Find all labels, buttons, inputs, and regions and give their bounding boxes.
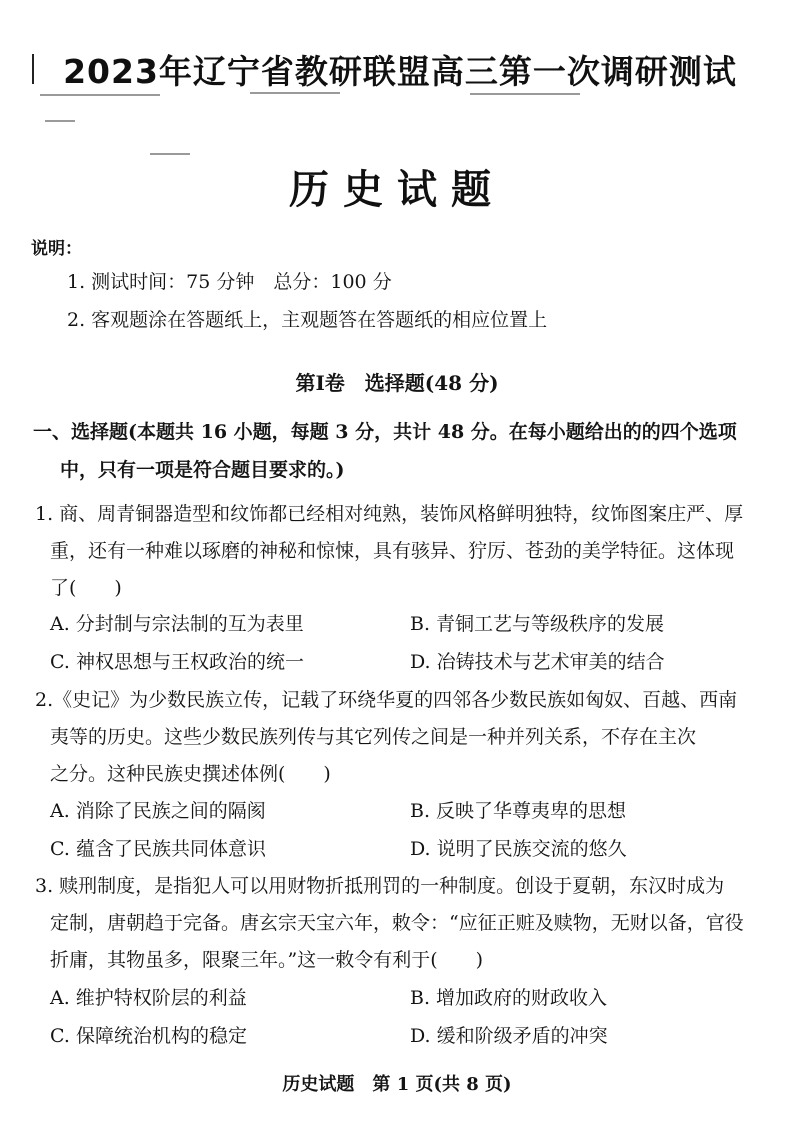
subject-title: 历史试题 xyxy=(289,167,505,213)
option-d: D. 冶铸技术与艺术审美的结合 xyxy=(410,651,665,673)
scan-artifact xyxy=(470,93,580,95)
option-b: B. 增加政府的财政收入 xyxy=(410,987,608,1009)
question-stem: 定制，唐朝趋于完备。唐玄宗天宝六年，敕令：“应征正赃及赎物，无财以备，官役 xyxy=(50,912,744,934)
instructions-label: 说明： xyxy=(31,239,82,259)
scan-artifact xyxy=(40,94,160,96)
scan-artifact xyxy=(45,120,75,122)
question-stem: 折庸，其物虽多，限聚三年。”这一敕令有利于( ) xyxy=(50,949,484,971)
question-stem: 了( ) xyxy=(50,577,122,599)
option-b: B. 青铜工艺与等级秩序的发展 xyxy=(410,613,665,635)
option-d: D. 缓和阶级矛盾的冲突 xyxy=(410,1025,608,1047)
instruction-item: 2. 客观题涂在答题纸上，主观题答在答题纸的相应位置上 xyxy=(67,309,548,331)
question-stem: 重，还有一种难以琢磨的神秘和惊悚，具有骇异、狞厉、苍劲的美学特征。这体现 xyxy=(50,540,735,562)
question-stem: 之分。这种民族史撰述体例( ) xyxy=(50,763,331,785)
scan-artifact xyxy=(150,153,190,155)
question-stem: 1. 商、周青铜器造型和纹饰都已经相对纯熟，装饰风格鲜明独特，纹饰图案庄严、厚 xyxy=(35,503,744,525)
option-c: C. 神权思想与王权政治的统一 xyxy=(50,651,304,673)
page-footer: 历史试题 第 1 页(共 8 页) xyxy=(282,1074,512,1095)
option-b: B. 反映了华尊夷卑的思想 xyxy=(410,800,627,822)
instruction-item: 1. 测试时间：75 分钟 总分：100 分 xyxy=(67,271,392,293)
question-stem: 2.《史记》为少数民族立传，记载了环绕华夏的四邻各少数民族如匈奴、百越、西南 xyxy=(35,689,738,711)
section-title: 第Ⅰ卷 选择题(48 分) xyxy=(295,371,499,395)
option-d: D. 说明了民族交流的悠久 xyxy=(410,838,627,860)
question-stem: 3. 赎刑制度，是指犯人可以用财物折抵刑罚的一种制度。创设于夏朝，东汉时成为 xyxy=(35,875,725,897)
option-a: A. 分封制与宗法制的互为表里 xyxy=(50,613,304,635)
option-a: A. 维护特权阶层的利益 xyxy=(50,987,247,1009)
part-heading-continued: 中，只有一项是符合题目要求的。) xyxy=(60,459,345,481)
scan-artifact xyxy=(250,92,340,94)
question-stem: 夷等的历史。这些少数民族列传与其它列传之间是一种并列关系，不存在主次 xyxy=(50,726,697,748)
exam-name: 2023年辽宁省教研联盟高三第一次调研测试 xyxy=(63,52,737,91)
part-heading: 一、选择题(本题共 16 小题，每题 3 分，共计 48 分。在每小题给出的的四个选项 xyxy=(33,421,737,443)
option-c: C. 保障统治机构的稳定 xyxy=(50,1025,247,1047)
option-c: C. 蕴含了民族共同体意识 xyxy=(50,838,266,860)
option-a: A. 消除了民族之间的隔阂 xyxy=(50,800,266,822)
